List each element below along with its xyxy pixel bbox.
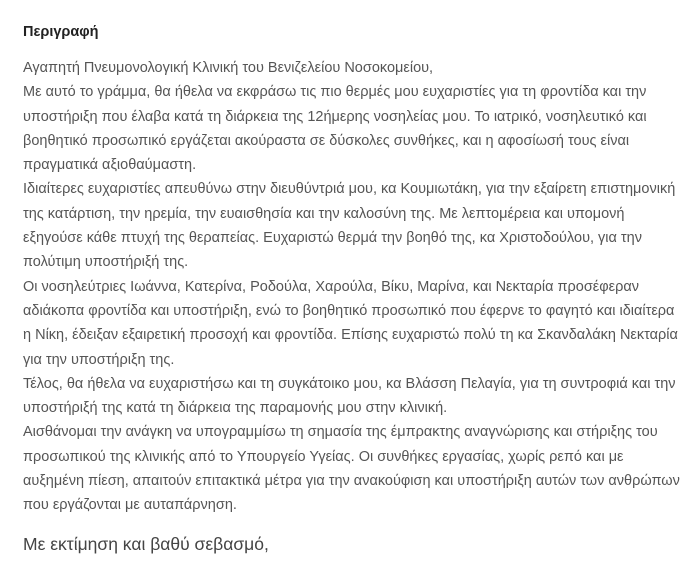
letter-line: υποστήριξη που έλαβα κατά τη διάρκεια της 12ήμερης νοσηλείας μου. Το ιατρικό, νοσηλευτικό και [23, 108, 647, 125]
letter-line: Αισθάνομαι την ανάγκη να υπογραμμίσω τη σημασία της έμπρακτης αναγνώρισης και στήριξης του [23, 424, 658, 441]
letter-line: βοηθητικό προσωπικό εργάζεται ακούραστα σε δύσκολες συνθήκες, και η αφοσίωσή τους είναι [23, 132, 630, 149]
letter-line: Τέλος, θα ήθελα να ευχαριστήσω και τη συγκάτοικο μου, κα Βλάσση Πελαγία, για τη συντροφιά και την [23, 375, 676, 392]
letter-closing: Με εκτίμηση και βαθύ σεβασμό, [23, 533, 269, 554]
letter-line: της κατάρτιση, την ηρεμία, την ευαισθησία και την καλοσύνη της. Με λεπτομέρεια και υπομονή [23, 205, 625, 222]
letter-line: για την υποστήριξη της. [23, 351, 175, 368]
letter-line: Με αυτό το γράμμα, θα ήθελα να εκφράσω τις πιο θερμές μου ευχαριστίες για τη φροντίδα και την [23, 84, 647, 101]
letter-line: Οι νοσηλεύτριες Ιωάννα, Κατερίνα, Ροδούλα, Χαρούλα, Βίκυ, Μαρίνα, και Νεκταρία προσέφεραν [23, 278, 640, 295]
section-heading: Περιγραφή [23, 24, 99, 40]
letter-line: αδιάκοπα φροντίδα και υποστήριξη, ενώ το βοηθητικό προσωπικό που έφερνε το φαγητό και ιδιαίτερα [23, 302, 675, 319]
letter-line: η Νίκη, έδειξαν εξαιρετική προσοχή και φροντίδα. Επίσης ευχαριστώ πολύ τη κα Σκανδαλάκη Νεκταρία [23, 327, 678, 344]
letter-line: αυξημένη πίεση, απαιτούν επιτακτικά μέτρα για την ανακούφιση και υποστήριξη αυτών των ανθρώπων [23, 473, 680, 490]
letter-line: εξηγούσε κάθε πτυχή της θεραπείας. Ευχαριστώ θερμά την βοηθό της, κα Χριστοδούλου, για την [23, 230, 642, 247]
letter-line: Ιδιαίτερες ευχαριστίες απευθύνω στην διευθύντριά μου, κα Κουμιωτάκη, για την εξαίρετη επιστημονική [23, 181, 676, 198]
letter-line: πολύτιμη υποστήριξή της. [23, 254, 189, 271]
letter-line: υποστήριξή της κατά τη διάρκεια της παραμονής μου στην κλινική. [23, 400, 448, 417]
letter-line: Αγαπητή Πνευμονολογική Κλινική του Βενιζελείου Νοσοκομείου, [23, 60, 434, 76]
letter-line: πραγματικά αξιοθαύμαστη. [23, 157, 197, 174]
letter-body [23, 56, 683, 518]
letter-line: που εργάζονται με αυταπάρνηση. [23, 497, 237, 514]
description-section [23, 22, 683, 556]
letter-line: προσωπικού της κλινικής από το Υπουργείο Υγείας. Οι συνθήκες εργασίας, χωρίς ρεπό και με [23, 448, 624, 465]
